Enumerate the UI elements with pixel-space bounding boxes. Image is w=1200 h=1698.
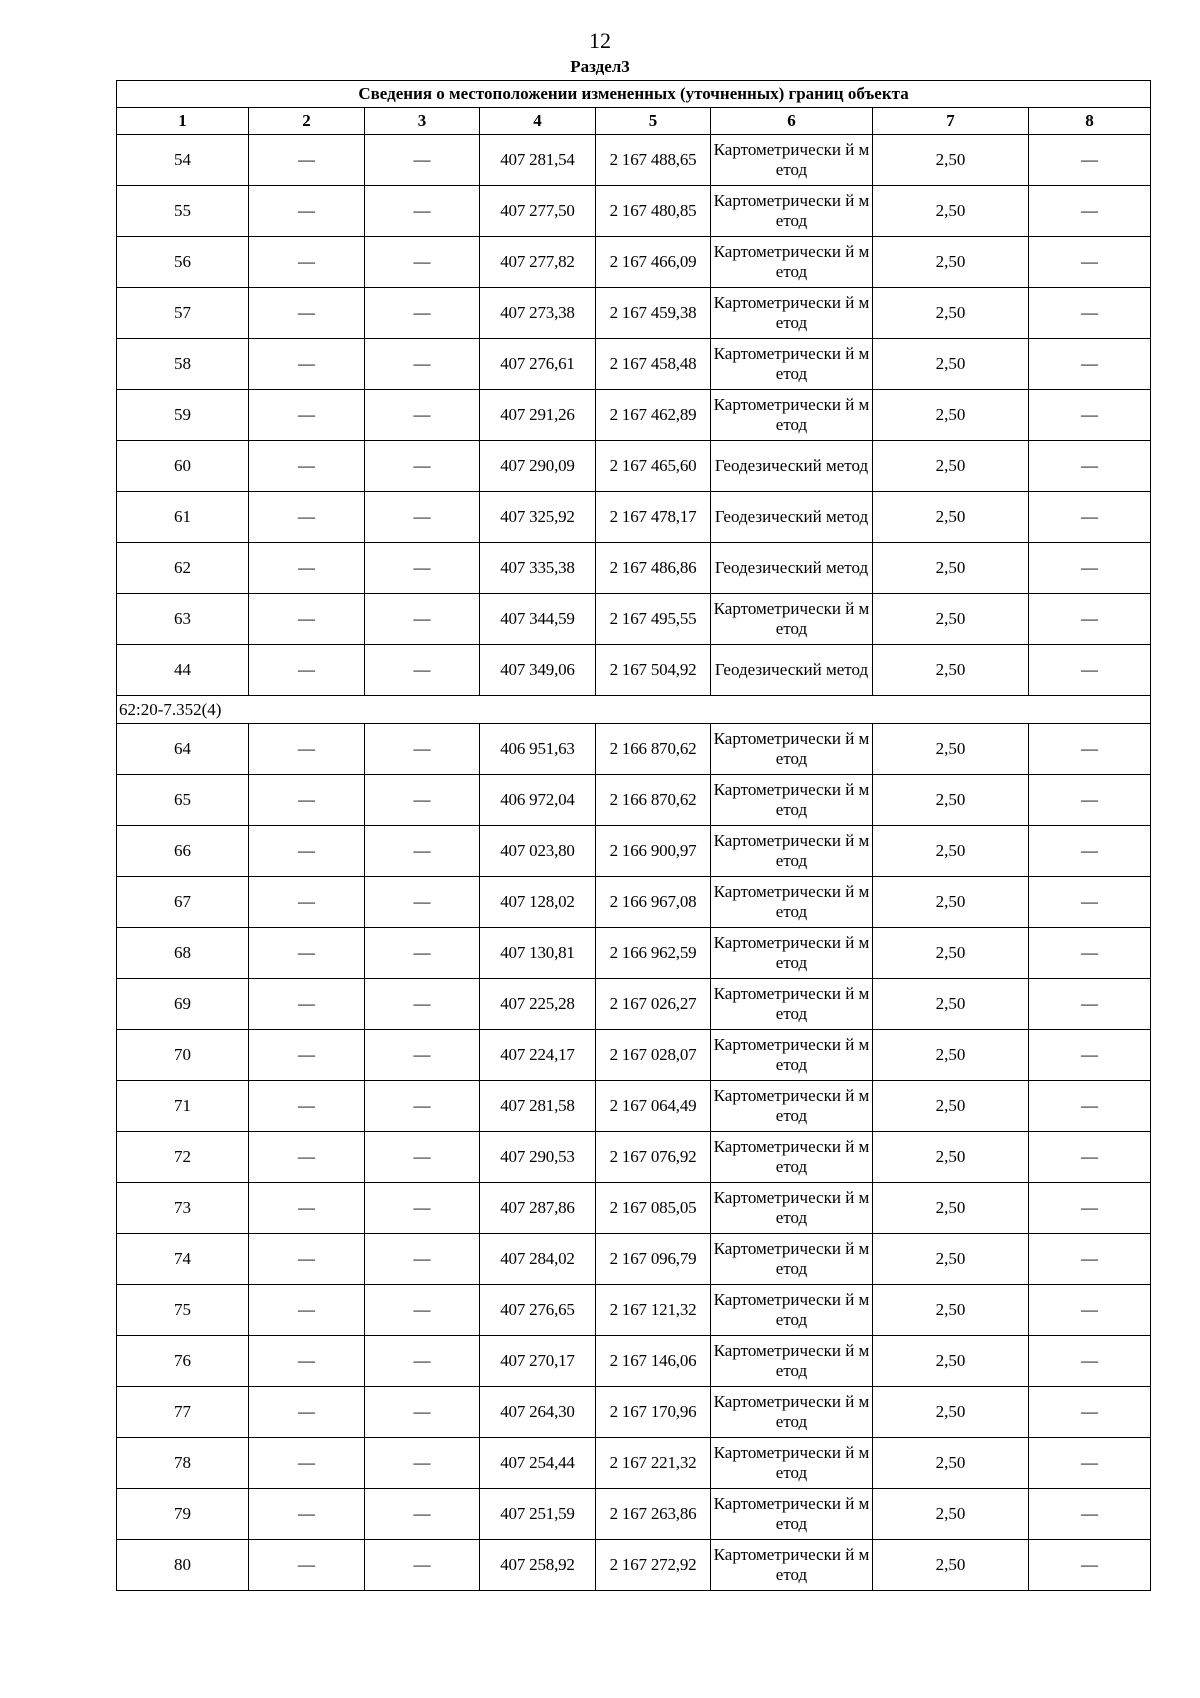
table-cell-col-6: Картометрически й метод (711, 928, 873, 979)
table-cell-col-1: 54 (117, 135, 249, 186)
table-row (117, 1285, 1151, 1336)
table-cell-col-2: — (249, 1489, 365, 1540)
table-cell-col-2: — (249, 543, 365, 594)
table-cell-col-4: 407 287,86 (480, 1183, 596, 1234)
table-cell-col-1: 77 (117, 1387, 249, 1438)
table-cell-col-8: — (1029, 928, 1151, 979)
table-cell-col-6: Картометрически й метод (711, 1030, 873, 1081)
table-row (117, 1132, 1151, 1183)
table-cell-col-1: 68 (117, 928, 249, 979)
table-cell-col-8: — (1029, 1030, 1151, 1081)
table-cell-col-8: — (1029, 339, 1151, 390)
table-cell-col-2: — (249, 1081, 365, 1132)
table-cell-col-1: 74 (117, 1234, 249, 1285)
table-cell-col-7: 2,50 (873, 135, 1029, 186)
table-cell-col-5: 2 167 028,07 (596, 1030, 711, 1081)
table-cell-col-6: Картометрически й метод (711, 1438, 873, 1489)
table-cell-col-5: 2 166 870,62 (596, 775, 711, 826)
table-cell-col-2: — (249, 1132, 365, 1183)
table-cell-col-7: 2,50 (873, 877, 1029, 928)
table-cell-col-6: Картометрически й метод (711, 186, 873, 237)
table-cell-col-7: 2,50 (873, 237, 1029, 288)
table-cell-col-3: — (365, 928, 480, 979)
table-cell-col-6: Картометрически й метод (711, 1336, 873, 1387)
table-cell-col-8: — (1029, 979, 1151, 1030)
table-row (117, 1183, 1151, 1234)
table-cell-col-3: — (365, 1285, 480, 1336)
table-cell-col-3: — (365, 826, 480, 877)
table-cell-col-8: — (1029, 288, 1151, 339)
table-cell-col-4: 407 281,58 (480, 1081, 596, 1132)
table-cell-col-7: 2,50 (873, 1540, 1029, 1591)
table-cell-col-3: — (365, 543, 480, 594)
table-cell-col-6: Картометрически й метод (711, 1132, 873, 1183)
table-cell-col-3: — (365, 186, 480, 237)
table-cell-col-4: 407 254,44 (480, 1438, 596, 1489)
table-cell-col-5: 2 167 272,92 (596, 1540, 711, 1591)
table-cell-col-7: 2,50 (873, 441, 1029, 492)
table-cell-col-8: — (1029, 492, 1151, 543)
table-cell-col-1: 61 (117, 492, 249, 543)
table-cell-col-4: 406 972,04 (480, 775, 596, 826)
table-cell-col-6: Картометрически й метод (711, 979, 873, 1030)
table-row (117, 186, 1151, 237)
table-cell-col-4: 407 290,53 (480, 1132, 596, 1183)
table-cell-col-6: Картометрически й метод (711, 724, 873, 775)
table-row (117, 1540, 1151, 1591)
table-row (117, 1438, 1151, 1489)
table-cell-col-2: — (249, 594, 365, 645)
table-cell-col-2: — (249, 441, 365, 492)
table-cell-col-1: 67 (117, 877, 249, 928)
column-header-7: 7 (873, 108, 1029, 135)
table-cell-col-8: — (1029, 775, 1151, 826)
table-cell-col-6: Картометрически й метод (711, 1183, 873, 1234)
table-cell-col-7: 2,50 (873, 645, 1029, 696)
table-cell-col-7: 2,50 (873, 1438, 1029, 1489)
table-cell-col-3: — (365, 1540, 480, 1591)
table-cell-col-5: 2 166 900,97 (596, 826, 711, 877)
table-cell-col-1: 70 (117, 1030, 249, 1081)
column-header-4: 4 (480, 108, 596, 135)
table-cell-col-7: 2,50 (873, 186, 1029, 237)
table-cell-col-5: 2 167 026,27 (596, 979, 711, 1030)
table-cell-col-5: 2 166 967,08 (596, 877, 711, 928)
group-row (117, 696, 1151, 724)
table-cell-col-8: — (1029, 543, 1151, 594)
table-cell-col-7: 2,50 (873, 1285, 1029, 1336)
table-cell-col-3: — (365, 1030, 480, 1081)
table-cell-col-8: — (1029, 1540, 1151, 1591)
table-cell-col-7: 2,50 (873, 288, 1029, 339)
table-cell-col-3: — (365, 1132, 480, 1183)
table-cell-col-2: — (249, 492, 365, 543)
table-row (117, 1030, 1151, 1081)
table-cell-col-2: — (249, 339, 365, 390)
table-cell-col-8: — (1029, 186, 1151, 237)
table-cell-col-5: 2 167 486,86 (596, 543, 711, 594)
column-header-8: 8 (1029, 108, 1151, 135)
table-cell-col-1: 75 (117, 1285, 249, 1336)
table-cell-col-8: — (1029, 826, 1151, 877)
table-cell-col-4: 407 325,92 (480, 492, 596, 543)
table-cell-col-7: 2,50 (873, 1183, 1029, 1234)
table-cell-col-2: — (249, 1183, 365, 1234)
table-cell-col-1: 57 (117, 288, 249, 339)
table-row (117, 979, 1151, 1030)
table-cell-col-6: Картометрически й метод (711, 594, 873, 645)
table-cell-col-7: 2,50 (873, 492, 1029, 543)
table-cell-col-7: 2,50 (873, 1336, 1029, 1387)
table-cell-col-7: 2,50 (873, 1132, 1029, 1183)
table-cell-col-5: 2 166 870,62 (596, 724, 711, 775)
column-header-6: 6 (711, 108, 873, 135)
table-row (117, 390, 1151, 441)
table-cell-col-4: 407 273,38 (480, 288, 596, 339)
table-cell-col-5: 2 167 488,65 (596, 135, 711, 186)
table-cell-col-4: 407 258,92 (480, 1540, 596, 1591)
table-caption: Сведения о местоположении измененных (уточненных) границ объекта (117, 81, 1151, 108)
table-cell-col-1: 66 (117, 826, 249, 877)
table-cell-col-3: — (365, 1183, 480, 1234)
table-cell-col-5: 2 167 459,38 (596, 288, 711, 339)
column-header-5: 5 (596, 108, 711, 135)
table-cell-col-6: Картометрически й метод (711, 1489, 873, 1540)
table-cell-col-8: — (1029, 1336, 1151, 1387)
table-cell-col-8: — (1029, 135, 1151, 186)
table-cell-col-4: 407 130,81 (480, 928, 596, 979)
table-cell-col-4: 407 270,17 (480, 1336, 596, 1387)
table-cell-col-4: 407 276,65 (480, 1285, 596, 1336)
table-cell-col-3: — (365, 288, 480, 339)
table-cell-col-3: — (365, 1081, 480, 1132)
column-header-3: 3 (365, 108, 480, 135)
table-cell-col-6: Картометрически й метод (711, 1234, 873, 1285)
table-row (117, 135, 1151, 186)
table-cell-col-6: Геодезический метод (711, 645, 873, 696)
table-cell-col-5: 2 167 096,79 (596, 1234, 711, 1285)
table-cell-col-3: — (365, 594, 480, 645)
table-cell-col-3: — (365, 390, 480, 441)
table-cell-col-5: 2 167 076,92 (596, 1132, 711, 1183)
table-row (117, 543, 1151, 594)
table-cell-col-2: — (249, 1336, 365, 1387)
table-cell-col-8: — (1029, 594, 1151, 645)
table-cell-col-3: — (365, 492, 480, 543)
table-cell-col-8: — (1029, 1081, 1151, 1132)
table-cell-col-4: 407 128,02 (480, 877, 596, 928)
table-cell-col-8: — (1029, 645, 1151, 696)
table-cell-col-4: 407 225,28 (480, 979, 596, 1030)
table-cell-col-7: 2,50 (873, 775, 1029, 826)
table-row (117, 1336, 1151, 1387)
table-cell-col-5: 2 167 462,89 (596, 390, 711, 441)
table-cell-col-2: — (249, 979, 365, 1030)
table-cell-col-6: Картометрически й метод (711, 1387, 873, 1438)
table-cell-col-1: 55 (117, 186, 249, 237)
table-cell-col-1: 78 (117, 1438, 249, 1489)
table-cell-col-3: — (365, 1234, 480, 1285)
table-row (117, 826, 1151, 877)
table-cell-col-2: — (249, 645, 365, 696)
table-cell-col-5: 2 167 504,92 (596, 645, 711, 696)
table-cell-col-4: 407 277,50 (480, 186, 596, 237)
table-row (117, 492, 1151, 543)
table-cell-col-8: — (1029, 441, 1151, 492)
table-cell-col-2: — (249, 1285, 365, 1336)
table-cell-col-7: 2,50 (873, 826, 1029, 877)
table-cell-col-3: — (365, 775, 480, 826)
table-cell-col-2: — (249, 1030, 365, 1081)
table-cell-col-8: — (1029, 1183, 1151, 1234)
table-cell-col-6: Картометрически й метод (711, 1285, 873, 1336)
table-cell-col-1: 60 (117, 441, 249, 492)
table-cell-col-3: — (365, 1438, 480, 1489)
table-cell-col-2: — (249, 877, 365, 928)
table-cell-col-5: 2 167 064,49 (596, 1081, 711, 1132)
table-cell-col-3: — (365, 441, 480, 492)
table-cell-col-6: Картометрически й метод (711, 775, 873, 826)
table-cell-col-4: 407 023,80 (480, 826, 596, 877)
table-cell-col-6: Геодезический метод (711, 543, 873, 594)
table-cell-col-4: 407 291,26 (480, 390, 596, 441)
table-cell-col-5: 2 167 458,48 (596, 339, 711, 390)
table-cell-col-4: 407 344,59 (480, 594, 596, 645)
table-cell-col-7: 2,50 (873, 1234, 1029, 1285)
table-cell-col-8: — (1029, 1438, 1151, 1489)
group-label: 62:20-7.352(4) (117, 696, 1151, 724)
table-cell-col-1: 62 (117, 543, 249, 594)
table-cell-col-3: — (365, 877, 480, 928)
table-row (117, 288, 1151, 339)
table-cell-col-5: 2 167 263,86 (596, 1489, 711, 1540)
table-cell-col-1: 58 (117, 339, 249, 390)
table-cell-col-2: — (249, 775, 365, 826)
table-cell-col-4: 407 284,02 (480, 1234, 596, 1285)
table-row (117, 645, 1151, 696)
table-cell-col-6: Картометрически й метод (711, 1081, 873, 1132)
table-row (117, 237, 1151, 288)
table-cell-col-3: — (365, 135, 480, 186)
table-cell-col-7: 2,50 (873, 390, 1029, 441)
table-cell-col-7: 2,50 (873, 928, 1029, 979)
table-cell-col-3: — (365, 1489, 480, 1540)
table-cell-col-6: Картометрически й метод (711, 877, 873, 928)
column-header-2: 2 (249, 108, 365, 135)
table-cell-col-7: 2,50 (873, 1081, 1029, 1132)
table-cell-col-8: — (1029, 1132, 1151, 1183)
table-cell-col-1: 72 (117, 1132, 249, 1183)
table-cell-col-5: 2 167 495,55 (596, 594, 711, 645)
table-cell-col-1: 63 (117, 594, 249, 645)
table-row (117, 339, 1151, 390)
table-cell-col-2: — (249, 135, 365, 186)
table-cell-col-6: Картометрически й метод (711, 1540, 873, 1591)
table-cell-col-2: — (249, 1387, 365, 1438)
table-cell-col-7: 2,50 (873, 594, 1029, 645)
table-cell-col-4: 407 224,17 (480, 1030, 596, 1081)
table-cell-col-5: 2 167 478,17 (596, 492, 711, 543)
table-cell-col-1: 76 (117, 1336, 249, 1387)
table-cell-col-6: Картометрически й метод (711, 135, 873, 186)
table-cell-col-8: — (1029, 1387, 1151, 1438)
table-cell-col-6: Картометрически й метод (711, 826, 873, 877)
table-cell-col-6: Геодезический метод (711, 441, 873, 492)
table-row (117, 1489, 1151, 1540)
table-row (117, 1081, 1151, 1132)
table-cell-col-4: 407 251,59 (480, 1489, 596, 1540)
table-cell-col-7: 2,50 (873, 1489, 1029, 1540)
table-cell-col-6: Картометрически й метод (711, 237, 873, 288)
table-cell-col-1: 64 (117, 724, 249, 775)
table-cell-col-1: 71 (117, 1081, 249, 1132)
table-cell-col-7: 2,50 (873, 339, 1029, 390)
table-cell-col-7: 2,50 (873, 979, 1029, 1030)
table-cell-col-3: — (365, 724, 480, 775)
table-cell-col-5: 2 167 466,09 (596, 237, 711, 288)
table-cell-col-3: — (365, 339, 480, 390)
table-row (117, 775, 1151, 826)
table-cell-col-5: 2 167 480,85 (596, 186, 711, 237)
table-cell-col-8: — (1029, 1489, 1151, 1540)
table-row (117, 877, 1151, 928)
table-cell-col-5: 2 166 962,59 (596, 928, 711, 979)
table-cell-col-1: 65 (117, 775, 249, 826)
table-cell-col-8: — (1029, 237, 1151, 288)
table-cell-col-3: — (365, 1336, 480, 1387)
table-cell-col-6: Картометрически й метод (711, 339, 873, 390)
table-cell-col-2: — (249, 1540, 365, 1591)
table-cell-col-7: 2,50 (873, 543, 1029, 594)
table-cell-col-1: 73 (117, 1183, 249, 1234)
table-cell-col-8: — (1029, 390, 1151, 441)
table-cell-col-8: — (1029, 1285, 1151, 1336)
boundary-table (116, 80, 1151, 1591)
table-row (117, 724, 1151, 775)
table-cell-col-2: — (249, 928, 365, 979)
table-cell-col-1: 56 (117, 237, 249, 288)
table-cell-col-2: — (249, 826, 365, 877)
table-cell-col-3: — (365, 237, 480, 288)
table-cell-col-7: 2,50 (873, 1030, 1029, 1081)
table-cell-col-2: — (249, 390, 365, 441)
table-cell-col-5: 2 167 121,32 (596, 1285, 711, 1336)
table-row (117, 1387, 1151, 1438)
page-number: 12 (589, 28, 611, 53)
table-cell-col-2: — (249, 1438, 365, 1489)
table-cell-col-3: — (365, 1387, 480, 1438)
table-cell-col-6: Картометрически й метод (711, 390, 873, 441)
table-cell-col-4: 407 335,38 (480, 543, 596, 594)
table-cell-col-5: 2 167 465,60 (596, 441, 711, 492)
table-row (117, 441, 1151, 492)
table-cell-col-3: — (365, 979, 480, 1030)
table-cell-col-4: 407 290,09 (480, 441, 596, 492)
table-row (117, 594, 1151, 645)
table-cell-col-4: 407 349,06 (480, 645, 596, 696)
table-cell-col-5: 2 167 221,32 (596, 1438, 711, 1489)
table-cell-col-2: — (249, 186, 365, 237)
table-cell-col-4: 407 276,61 (480, 339, 596, 390)
table-cell-col-6: Геодезический метод (711, 492, 873, 543)
table-cell-col-1: 44 (117, 645, 249, 696)
table-cell-col-5: 2 167 085,05 (596, 1183, 711, 1234)
table-cell-col-4: 407 264,30 (480, 1387, 596, 1438)
table-cell-col-1: 59 (117, 390, 249, 441)
table-cell-col-7: 2,50 (873, 724, 1029, 775)
table-cell-col-6: Картометрически й метод (711, 288, 873, 339)
table-cell-col-1: 80 (117, 1540, 249, 1591)
table-cell-col-2: — (249, 1234, 365, 1285)
table-row (117, 1234, 1151, 1285)
table-cell-col-3: — (365, 645, 480, 696)
table-cell-col-1: 69 (117, 979, 249, 1030)
table-cell-col-1: 79 (117, 1489, 249, 1540)
table-cell-col-8: — (1029, 724, 1151, 775)
table-cell-col-2: — (249, 724, 365, 775)
table-cell-col-5: 2 167 146,06 (596, 1336, 711, 1387)
section-title: Раздел3 (570, 57, 630, 76)
table-cell-col-8: — (1029, 1234, 1151, 1285)
table-cell-col-4: 407 281,54 (480, 135, 596, 186)
table-cell-col-5: 2 167 170,96 (596, 1387, 711, 1438)
column-header-1: 1 (117, 108, 249, 135)
table-cell-col-4: 407 277,82 (480, 237, 596, 288)
table-cell-col-2: — (249, 288, 365, 339)
table-cell-col-8: — (1029, 877, 1151, 928)
table-row (117, 928, 1151, 979)
table-cell-col-2: — (249, 237, 365, 288)
table-cell-col-4: 406 951,63 (480, 724, 596, 775)
table-cell-col-7: 2,50 (873, 1387, 1029, 1438)
